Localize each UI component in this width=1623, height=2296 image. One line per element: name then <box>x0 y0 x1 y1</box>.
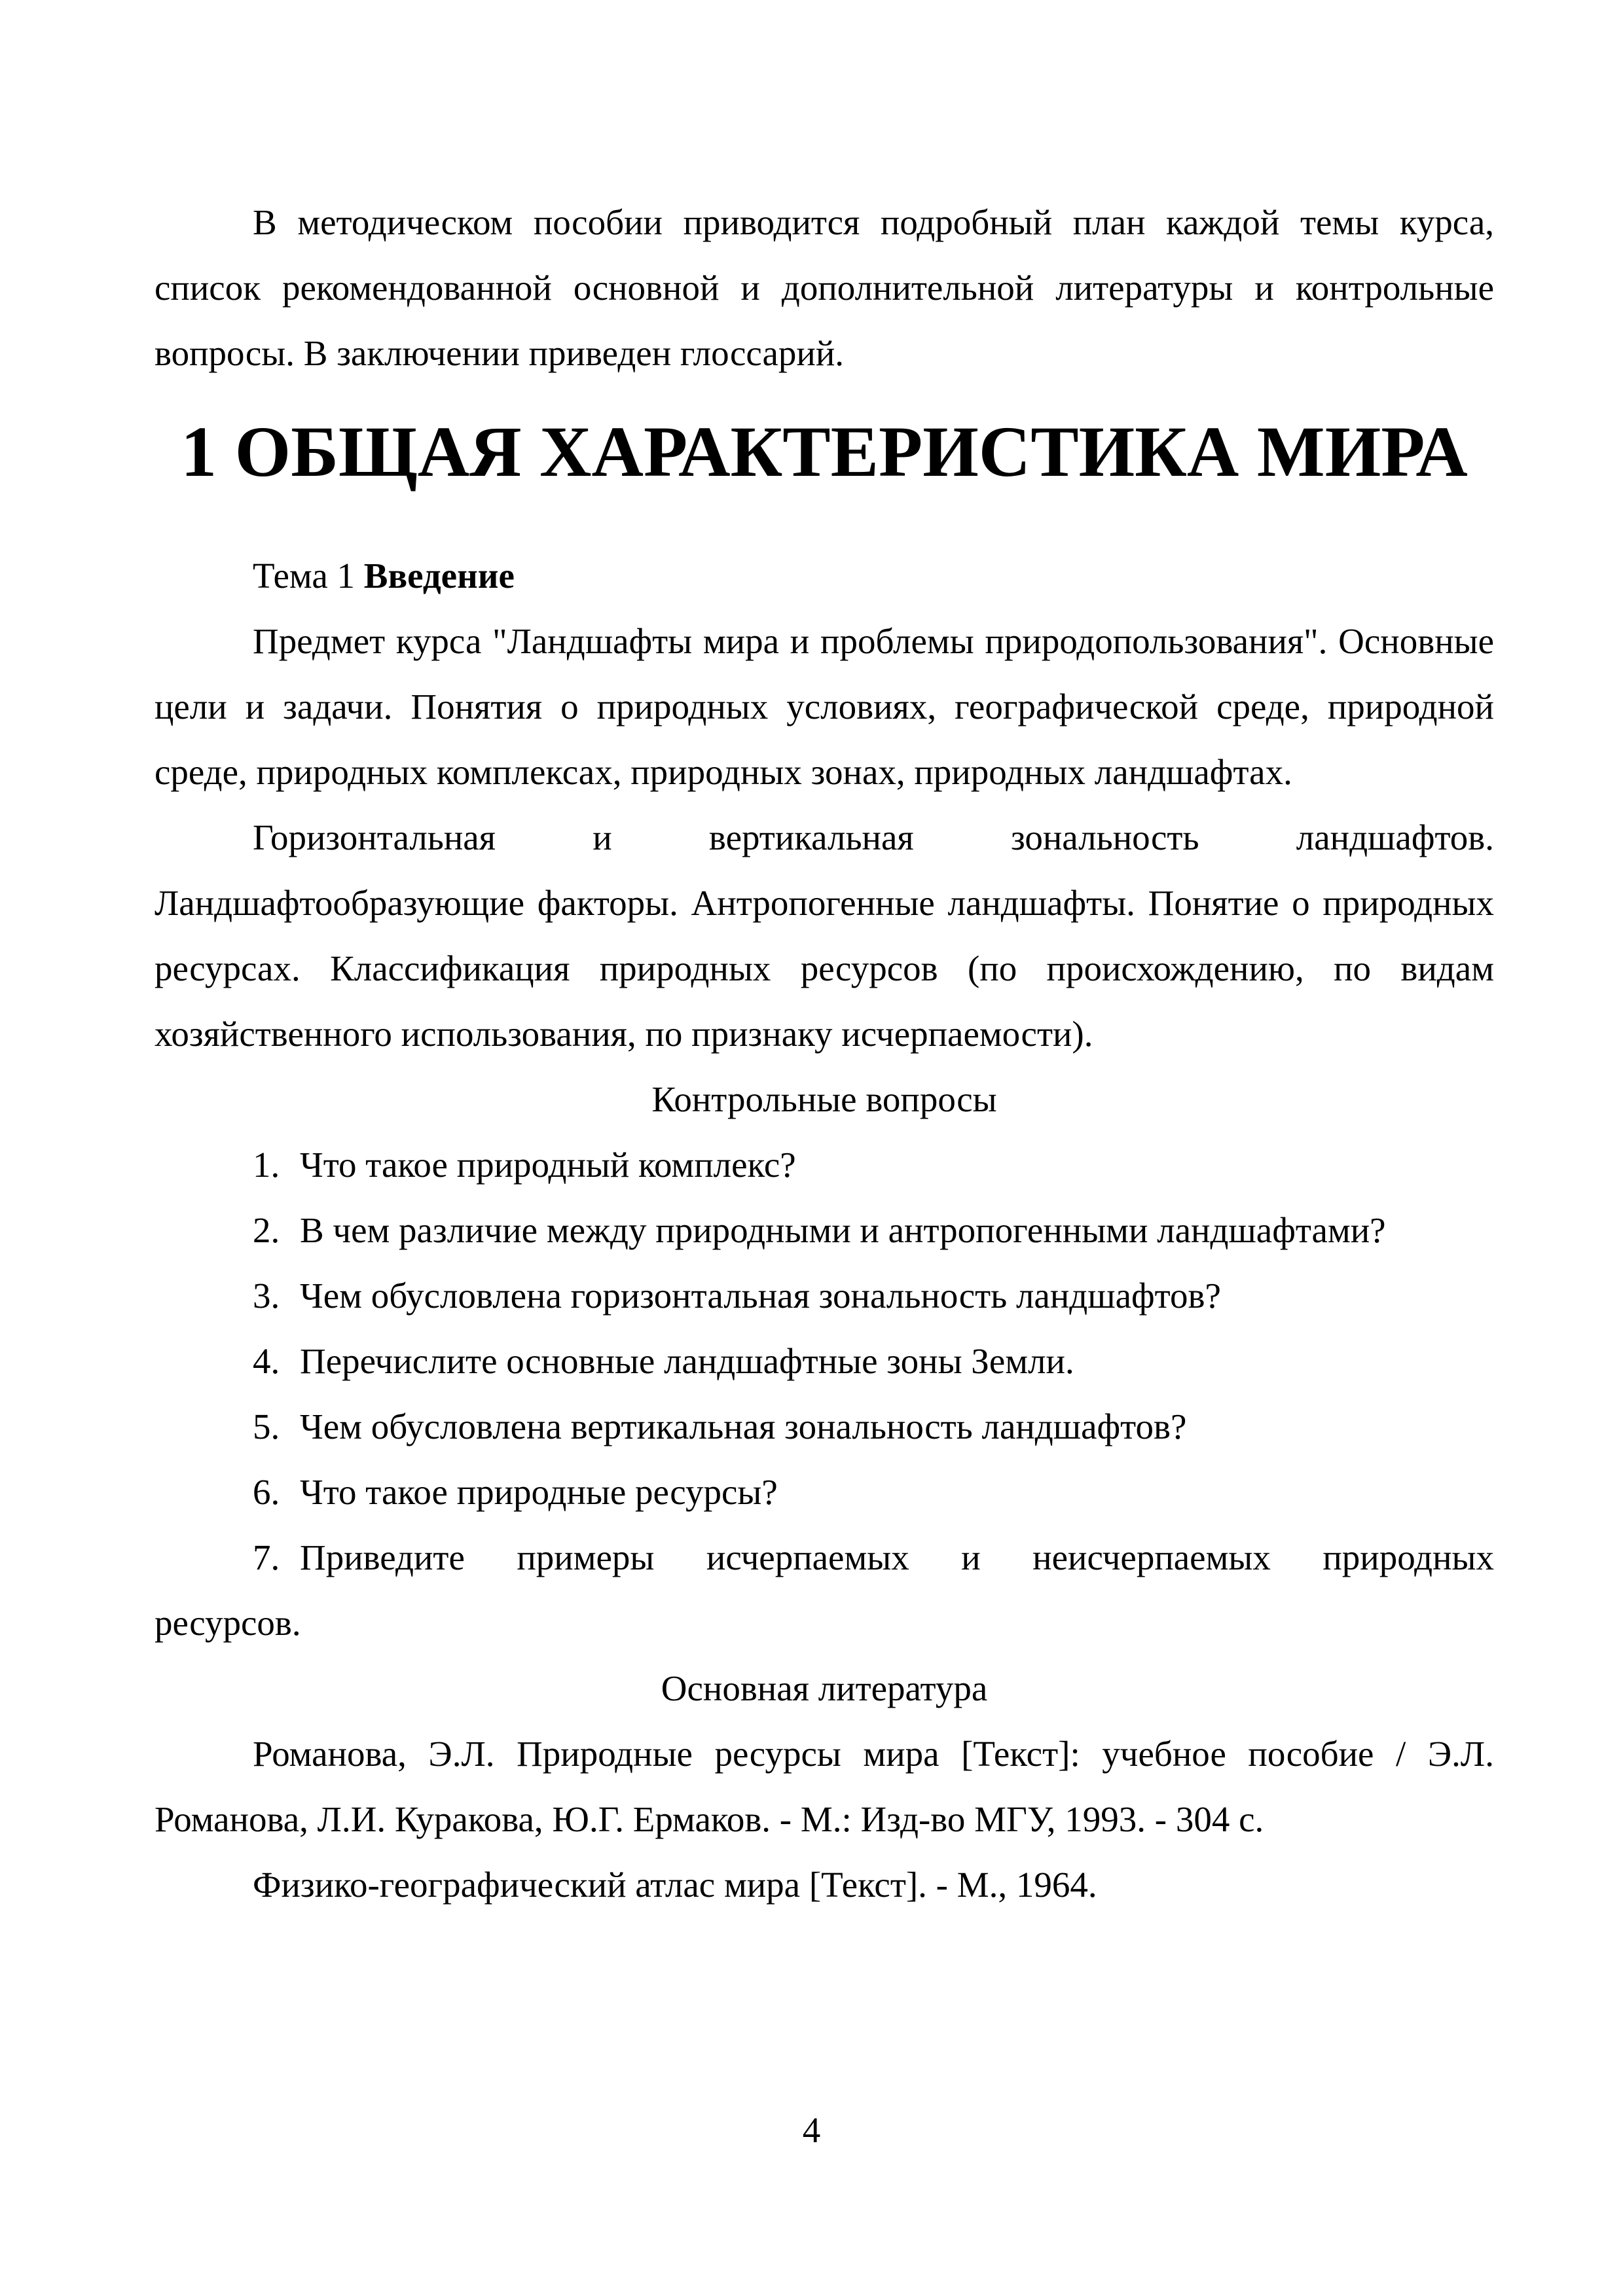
topic-name: Введение <box>363 556 515 596</box>
topic-label: Тема 1 <box>253 556 356 596</box>
title-spacer <box>155 517 1494 543</box>
question-item <box>155 1525 1494 1656</box>
page-content <box>155 190 1494 1918</box>
literature-item: Романова, Э.Л. Природные ресурсы мира [Текст]: учебное пособие / Э.Л. Романова, Л.И. Куракова, Ю.Г. Ермаков. - М.: Изд-во МГУ, 1993. - 304 с. <box>155 1734 1494 1839</box>
question-number: 3. <box>253 1276 280 1316</box>
question-item <box>155 1460 1494 1525</box>
question-number: 7. <box>253 1537 280 1577</box>
intro-paragraph: В методическом пособии приводится подробный план каждой темы курса, список рекомендованной основной и дополнительной литературы и контрольные вопросы. В заключении приведен глоссарий. <box>155 202 1494 373</box>
question-item <box>155 1198 1494 1263</box>
question-text: Чем обусловлена вертикальная зональность ландшафтов? <box>300 1407 1187 1446</box>
question-text: В чем различие между природными и антропогенными ландшафтами? <box>300 1210 1386 1250</box>
question-number: 1. <box>253 1145 280 1185</box>
question-text: Приведите примеры исчерпаемых и неисчерпаемых природных <box>300 1537 1494 1577</box>
question-text-continued: ресурсов. <box>155 1603 301 1643</box>
topic-heading <box>155 543 1494 609</box>
question-number: 4. <box>253 1341 280 1381</box>
literature-heading: Основная литература <box>661 1668 988 1708</box>
question-number: 6. <box>253 1472 280 1512</box>
literature-item: Физико-географический атлас мира [Текст]. - М., 1964. <box>253 1865 1097 1905</box>
question-item <box>155 1263 1494 1329</box>
section-title: 1 ОБЩАЯ ХАРАКТЕРИСТИКА МИРА <box>181 412 1468 492</box>
questions-list <box>155 1132 1494 1656</box>
question-text: Перечислите основные ландшафтные зоны Земли. <box>300 1341 1074 1381</box>
question-text: Что такое природный комплекс? <box>300 1145 796 1185</box>
question-number: 5. <box>253 1407 280 1446</box>
question-item <box>155 1394 1494 1460</box>
question-item <box>155 1329 1494 1394</box>
page-number: 4 <box>802 2110 821 2150</box>
topic-paragraph-2: Горизонтальная и вертикальная зональность ландшафтов. Ландшафтообразующие факторы. Антропогенные ландшафты. Понятие о природных ресурсах. Классификация природных ресурсов (по происхождению, по видам хозяйственного использования, по признаку исчерпаемости). <box>155 817 1494 1054</box>
question-number: 2. <box>253 1210 280 1250</box>
question-first-line <box>155 1525 1494 1590</box>
question-text: Что такое природные ресурсы? <box>300 1472 778 1512</box>
questions-heading: Контрольные вопросы <box>651 1079 997 1119</box>
question-text: Чем обусловлена горизонтальная зональность ландшафтов? <box>300 1276 1221 1316</box>
topic-paragraph-1: Предмет курса "Ландшафты мира и проблемы природопользования". Основные цели и задачи. Понятия о природных условиях, географической среде, природной среде, природных комплексах, природных зонах, природных ландшафтах. <box>155 621 1494 792</box>
question-item <box>155 1132 1494 1198</box>
